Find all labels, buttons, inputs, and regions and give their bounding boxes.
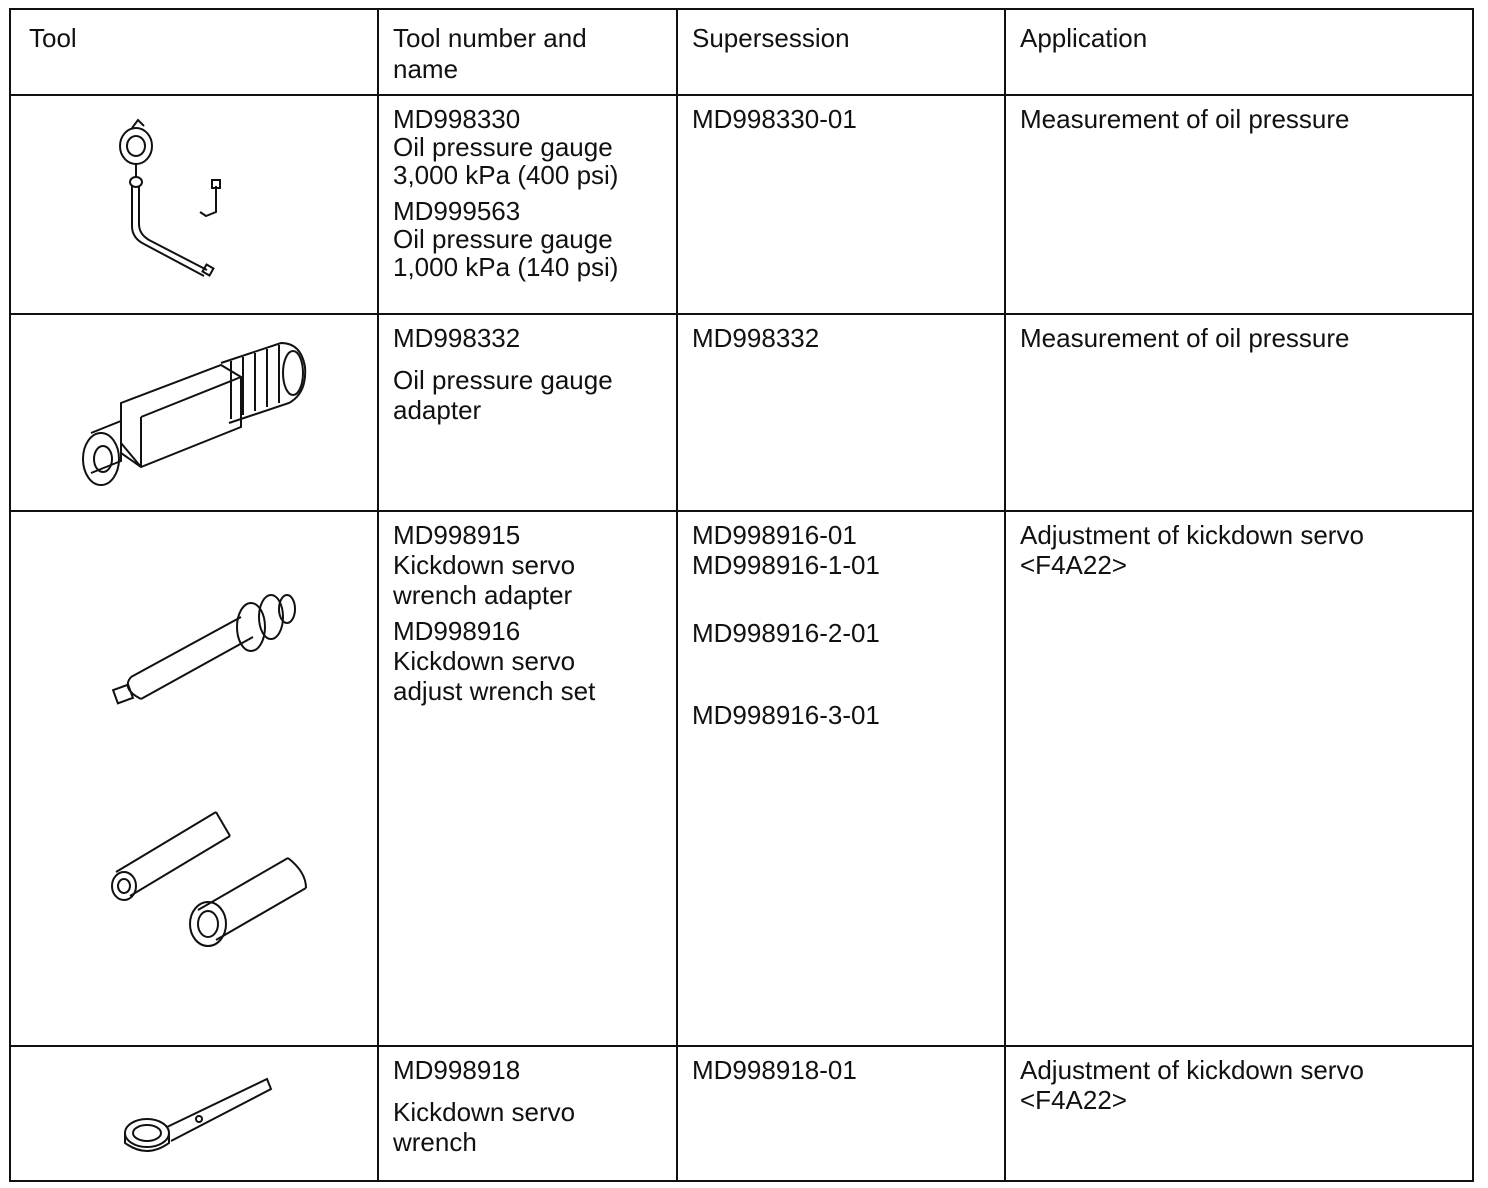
tool-number-cell [378,314,677,511]
application-text: Measurement of oil pressure [1020,104,1350,134]
tool-name: Oil pressure gauge [393,365,613,395]
tool-name: Kickdown servo [393,1097,576,1127]
tool-name: wrench adapter [393,580,573,610]
tool-number: MD998916 [393,616,521,646]
tool-name: 3,000 kPa (400 psi) [393,160,619,190]
application-text: Measurement of oil pressure [1020,323,1350,353]
tool-entry [393,104,676,190]
tool-name: adapter [393,395,482,425]
tool-image-cell [10,95,378,314]
tool-name: Oil pressure gauge [393,132,613,162]
kickdown-servo-wrench-icon [111,1075,281,1165]
kickdown-servo-adjust-wrench-set-icon [106,802,326,952]
oil-pressure-gauge-icon [106,116,236,286]
tool-number: MD998918 [393,1055,521,1085]
application-text: Adjustment of kickdown servo [1020,1055,1364,1085]
tool-name: Kickdown servo [393,646,576,676]
table-header-row [10,9,1473,95]
tool-number: MD998915 [393,520,521,550]
table-row [10,314,1473,511]
header-application: Application [1005,9,1473,95]
tool-name: Kickdown servo [393,550,576,580]
header-supersession: Supersession [677,9,1005,95]
tool-entry [393,520,676,610]
tool-entry [393,1055,676,1157]
supersession-value: MD998916-1-01 [692,550,880,580]
tool-number: MD999563 [393,196,521,226]
tool-image-cell [10,511,378,1046]
tool-entry [393,616,676,706]
kickdown-servo-wrench-adapter-icon [101,587,301,717]
supersession-value: MD998916-2-01 [692,618,880,648]
tool-number: MD998332 [393,323,521,353]
application-model: <F4A22> [1020,550,1127,580]
supersession-value: MD998916-01 [692,520,857,550]
application-cell [1005,314,1473,511]
header-tool: Tool [10,9,378,95]
tool-name: wrench [393,1127,477,1157]
tool-number-cell [378,511,677,1046]
table-row [10,95,1473,314]
tool-number-cell [378,1046,677,1181]
gauge-adapter-icon [71,333,311,493]
application-text: Adjustment of kickdown servo [1020,520,1364,550]
tool-entry [393,196,676,282]
application-model: <F4A22> [1020,1085,1127,1115]
application-cell [1005,1046,1473,1181]
tool-number: MD998330 [393,104,521,134]
supersession-value: MD998918-01 [692,1055,857,1085]
tool-image-cell [10,314,378,511]
tool-name: Oil pressure gauge [393,224,613,254]
tool-entry [393,323,676,425]
application-cell [1005,95,1473,314]
supersession-value: MD998916-3-01 [692,700,880,730]
header-tool-number-line2: name [393,54,459,84]
supersession-value: MD998330-01 [692,104,857,134]
table-row [10,511,1473,1046]
tool-name: adjust wrench set [393,676,596,706]
supersession-cell [677,511,1005,1046]
special-tools-table [9,8,1474,1182]
supersession-value: MD998332 [692,323,820,353]
tool-name: 1,000 kPa (140 psi) [393,252,619,282]
supersession-cell [677,314,1005,511]
header-tool-number [378,9,677,95]
application-cell [1005,511,1473,1046]
tool-number-cell [378,95,677,314]
tool-image-cell [10,1046,378,1181]
header-tool-number-line1: Tool number and [393,23,587,53]
table-row [10,1046,1473,1181]
supersession-cell [677,1046,1005,1181]
supersession-cell [677,95,1005,314]
